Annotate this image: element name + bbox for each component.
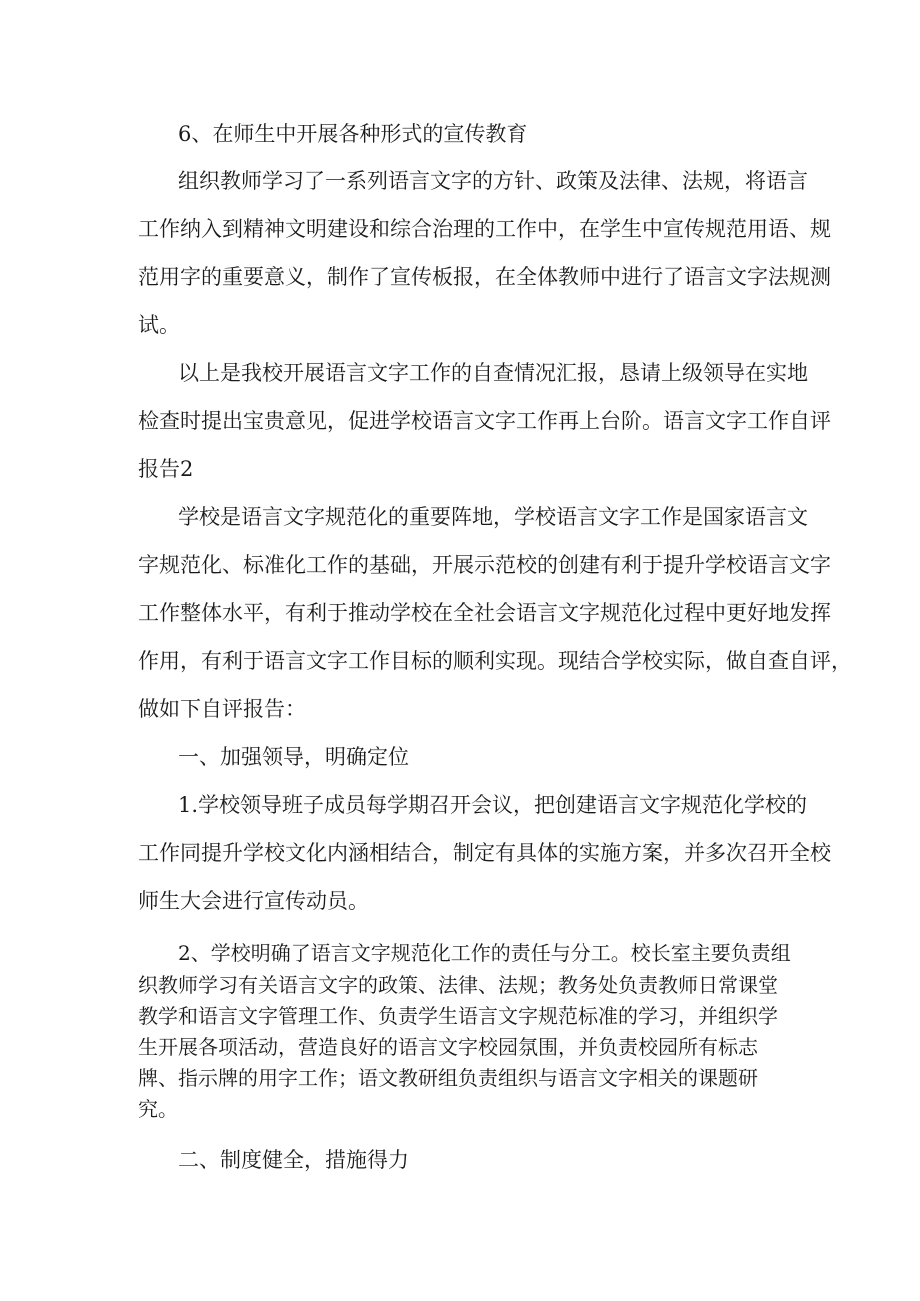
paragraph-line: 做如下自评报告： bbox=[138, 697, 306, 721]
section-heading: 一、加强领导，明确定位 bbox=[178, 745, 409, 769]
paragraph-line: 工作同提升学校文化内涵相结合，制定有具体的实施方案，并多次召开全校 bbox=[138, 841, 831, 865]
paragraph-line: 作用，有利于语言文字工作目标的顺利实现。现结合学校实际，做自查自评， bbox=[138, 649, 852, 673]
paragraph-line: 范用字的重要意义，制作了宣传板报，在全体教师中进行了语言文字法规测 bbox=[138, 265, 831, 289]
paragraph-line: 工作整体水平，有利于推动学校在全社会语言文字规范化过程中更好地发挥 bbox=[138, 601, 831, 625]
paragraph-line: 工作纳入到精神文明建设和综合治理的工作中，在学生中宣传规范用语、规 bbox=[138, 217, 831, 241]
section-heading: 6、在师生中开展各种形式的宣传教育 bbox=[178, 122, 528, 146]
paragraph-line: 2、学校明确了语言文字规范化工作的责任与分工。校长室主要负责组 bbox=[178, 941, 791, 965]
paragraph-line: 师生大会进行宣传动员。 bbox=[138, 889, 369, 913]
paragraph-line: 学校是语言文字规范化的重要阵地，学校语言文字工作是国家语言文 bbox=[178, 505, 808, 529]
paragraph-line: 究。 bbox=[138, 1097, 178, 1121]
paragraph-line: 生开展各项活动，营造良好的语言文字校园氛围，并负责校园所有标志 bbox=[138, 1035, 758, 1059]
paragraph-line: 试。 bbox=[138, 313, 180, 337]
section-heading: 二、制度健全，措施得力 bbox=[178, 1148, 409, 1172]
paragraph-line: 织教师学习有关语言文字的政策、法律、法规；教务处负责教师日常课堂 bbox=[138, 973, 778, 997]
paragraph-line: 检查时提出宝贵意见，促进学校语言文字工作再上台阶。语言文字工作自评 bbox=[138, 409, 831, 433]
paragraph-line: 报告2 bbox=[138, 457, 194, 481]
paragraph-line: 字规范化、标准化工作的基础，开展示范校的创建有利于提升学校语言文字 bbox=[138, 553, 831, 577]
paragraph-line: 1.学校领导班子成员每学期召开会议，把创建语言文字规范化学校的 bbox=[178, 793, 808, 817]
paragraph-line: 教学和语言文字管理工作、负责学生语言文字规范标准的学习，并组织学 bbox=[138, 1004, 778, 1028]
paragraph-line: 牌、指示牌的用字工作；语文教研组负责组织与语言文字相关的课题研 bbox=[138, 1066, 758, 1090]
paragraph-line: 以上是我校开展语言文字工作的自查情况汇报，恳请上级领导在实地 bbox=[178, 361, 808, 385]
paragraph-line: 组织教师学习了一系列语言文字的方针、政策及法律、法规，将语言 bbox=[178, 169, 808, 193]
